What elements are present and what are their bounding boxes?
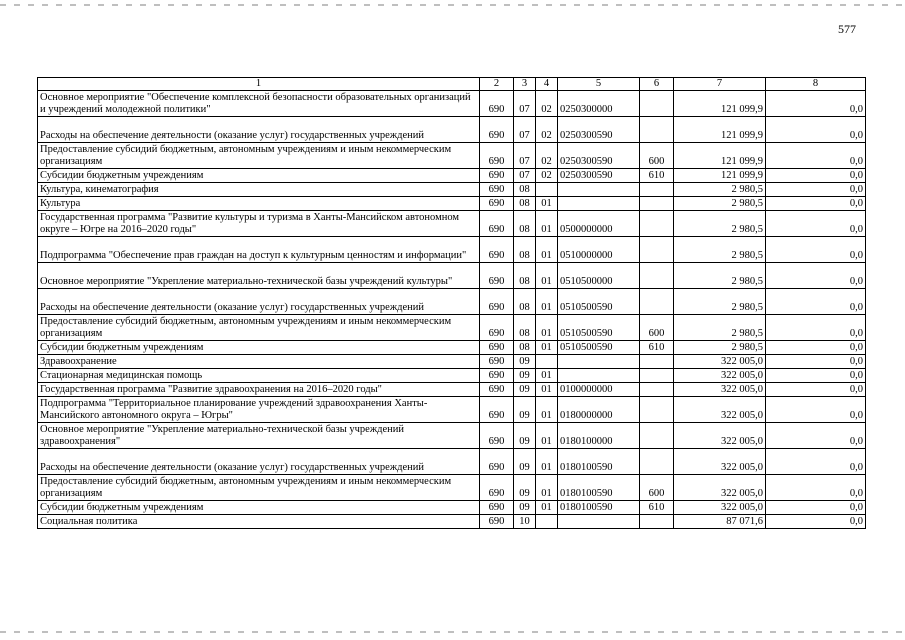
target-article-cell [558, 369, 640, 383]
amount-cell: 0,0 [766, 117, 866, 143]
expense-type-cell [640, 91, 674, 117]
subsection-cell: 01 [536, 397, 558, 423]
target-article-cell [558, 355, 640, 369]
amount-cell: 322 005,0 [674, 383, 766, 397]
table-row [38, 449, 866, 475]
code-690-cell: 690 [480, 143, 514, 169]
target-article-cell [558, 515, 640, 529]
table-row [38, 397, 866, 423]
code-690-cell: 690 [480, 341, 514, 355]
target-article-cell: 0510500000 [558, 263, 640, 289]
row-name-cell: Основное мероприятие "Укрепление материально-технической базы учреждений культуры" [38, 263, 480, 289]
amount-cell: 87 071,6 [674, 515, 766, 529]
subsection-cell: 02 [536, 169, 558, 183]
section-cell: 10 [514, 515, 536, 529]
column-header: 8 [766, 78, 866, 91]
table-header-row [38, 78, 866, 91]
amount-cell: 0,0 [766, 289, 866, 315]
section-cell: 08 [514, 197, 536, 211]
row-name-cell: Предоставление субсидий бюджетным, автономным учреждениям и иным некоммерческим организациям [38, 315, 480, 341]
amount-cell: 0,0 [766, 423, 866, 449]
row-name-cell: Предоставление субсидий бюджетным, автономным учреждениям и иным некоммерческим организациям [38, 475, 480, 501]
row-name-cell: Основное мероприятие "Укрепление материально-технической базы учреждений здравоохранения" [38, 423, 480, 449]
expense-type-cell: 600 [640, 315, 674, 341]
code-690-cell: 690 [480, 315, 514, 341]
row-name-cell: Субсидии бюджетным учреждениям [38, 169, 480, 183]
amount-cell: 0,0 [766, 515, 866, 529]
table-row [38, 383, 866, 397]
target-article-cell [558, 197, 640, 211]
table-row [38, 423, 866, 449]
amount-cell: 2 980,5 [674, 197, 766, 211]
amount-cell: 322 005,0 [674, 397, 766, 423]
amount-cell: 0,0 [766, 501, 866, 515]
amount-cell: 0,0 [766, 449, 866, 475]
table-row [38, 169, 866, 183]
table-row [38, 355, 866, 369]
target-article-cell: 0180100590 [558, 449, 640, 475]
row-name-cell: Социальная политика [38, 515, 480, 529]
amount-cell: 0,0 [766, 91, 866, 117]
subsection-cell [536, 183, 558, 197]
table-row [38, 341, 866, 355]
row-name-cell: Основное мероприятие "Обеспечение комплексной безопасности образовательных организаций и учреждений молодежной политики" [38, 91, 480, 117]
code-690-cell: 690 [480, 369, 514, 383]
row-name-cell: Субсидии бюджетным учреждениям [38, 501, 480, 515]
target-article-cell: 0180100590 [558, 475, 640, 501]
scan-edge-top [0, 4, 905, 6]
table-row [38, 143, 866, 169]
section-cell: 08 [514, 263, 536, 289]
code-690-cell: 690 [480, 355, 514, 369]
expense-type-cell: 610 [640, 501, 674, 515]
subsection-cell: 01 [536, 341, 558, 355]
amount-cell: 2 980,5 [674, 289, 766, 315]
subsection-cell: 01 [536, 383, 558, 397]
amount-cell: 2 980,5 [674, 183, 766, 197]
table-row [38, 117, 866, 143]
row-name-cell: Здравоохранение [38, 355, 480, 369]
budget-table [37, 77, 866, 529]
amount-cell: 0,0 [766, 183, 866, 197]
amount-cell: 0,0 [766, 369, 866, 383]
expense-type-cell [640, 117, 674, 143]
subsection-cell [536, 355, 558, 369]
target-article-cell: 0250300000 [558, 91, 640, 117]
section-cell: 09 [514, 355, 536, 369]
code-690-cell: 690 [480, 91, 514, 117]
expense-type-cell [640, 237, 674, 263]
row-name-cell: Культура, кинематография [38, 183, 480, 197]
subsection-cell: 02 [536, 143, 558, 169]
amount-cell: 0,0 [766, 355, 866, 369]
subsection-cell: 02 [536, 91, 558, 117]
row-name-cell: Расходы на обеспечение деятельности (оказание услуг) государственных учреждений [38, 449, 480, 475]
code-690-cell: 690 [480, 501, 514, 515]
subsection-cell: 01 [536, 211, 558, 237]
subsection-cell: 01 [536, 237, 558, 263]
amount-cell: 0,0 [766, 315, 866, 341]
target-article-cell: 0510500590 [558, 289, 640, 315]
section-cell: 09 [514, 501, 536, 515]
column-header: 7 [674, 78, 766, 91]
subsection-cell: 01 [536, 197, 558, 211]
target-article-cell: 0180000000 [558, 397, 640, 423]
code-690-cell: 690 [480, 117, 514, 143]
table-row [38, 237, 866, 263]
expense-type-cell [640, 383, 674, 397]
section-cell: 08 [514, 211, 536, 237]
expense-type-cell [640, 183, 674, 197]
code-690-cell: 690 [480, 183, 514, 197]
section-cell: 07 [514, 117, 536, 143]
target-article-cell: 0510000000 [558, 237, 640, 263]
expense-type-cell [640, 397, 674, 423]
row-name-cell: Предоставление субсидий бюджетным, автономным учреждениям и иным некоммерческим организациям [38, 143, 480, 169]
subsection-cell: 01 [536, 475, 558, 501]
subsection-cell: 01 [536, 315, 558, 341]
amount-cell: 322 005,0 [674, 501, 766, 515]
row-name-cell: Стационарная медицинская помощь [38, 369, 480, 383]
row-name-cell: Государственная программа "Развитие культуры и туризма в Ханты-Мансийском автономном округе – Югре на 2016–2020 годы" [38, 211, 480, 237]
expense-type-cell [640, 423, 674, 449]
amount-cell: 121 099,9 [674, 117, 766, 143]
table-row [38, 315, 866, 341]
amount-cell: 322 005,0 [674, 449, 766, 475]
section-cell: 09 [514, 383, 536, 397]
target-article-cell: 0510500590 [558, 315, 640, 341]
amount-cell: 121 099,9 [674, 169, 766, 183]
amount-cell: 2 980,5 [674, 237, 766, 263]
table-row [38, 183, 866, 197]
code-690-cell: 690 [480, 397, 514, 423]
subsection-cell [536, 515, 558, 529]
amount-cell: 0,0 [766, 237, 866, 263]
section-cell: 08 [514, 315, 536, 341]
expense-type-cell [640, 449, 674, 475]
subsection-cell: 01 [536, 423, 558, 449]
code-690-cell: 690 [480, 449, 514, 475]
expense-type-cell [640, 289, 674, 315]
section-cell: 07 [514, 91, 536, 117]
code-690-cell: 690 [480, 423, 514, 449]
column-header: 2 [480, 78, 514, 91]
table-row [38, 289, 866, 315]
amount-cell: 322 005,0 [674, 423, 766, 449]
section-cell: 09 [514, 369, 536, 383]
expense-type-cell: 610 [640, 169, 674, 183]
expense-type-cell [640, 263, 674, 289]
expense-type-cell: 600 [640, 143, 674, 169]
target-article-cell: 0250300590 [558, 143, 640, 169]
code-690-cell: 690 [480, 211, 514, 237]
target-article-cell: 0510500590 [558, 341, 640, 355]
subsection-cell: 02 [536, 117, 558, 143]
amount-cell: 0,0 [766, 211, 866, 237]
code-690-cell: 690 [480, 169, 514, 183]
row-name-cell: Государственная программа "Развитие здравоохранения на 2016–2020 годы" [38, 383, 480, 397]
table-row [38, 369, 866, 383]
subsection-cell: 01 [536, 369, 558, 383]
amount-cell: 322 005,0 [674, 475, 766, 501]
row-name-cell: Подпрограмма "Обеспечение прав граждан на доступ к культурным ценностям и информации" [38, 237, 480, 263]
subsection-cell: 01 [536, 263, 558, 289]
row-name-cell: Подпрограмма "Территориальное планирование учреждений здравоохранения Ханты-Мансийского автономного округа – Югры" [38, 397, 480, 423]
amount-cell: 121 099,9 [674, 143, 766, 169]
row-name-cell: Расходы на обеспечение деятельности (оказание услуг) государственных учреждений [38, 117, 480, 143]
target-article-cell: 0100000000 [558, 383, 640, 397]
table-row [38, 475, 866, 501]
amount-cell: 121 099,9 [674, 91, 766, 117]
code-690-cell: 690 [480, 475, 514, 501]
amount-cell: 0,0 [766, 341, 866, 355]
table-row [38, 515, 866, 529]
row-name-cell: Расходы на обеспечение деятельности (оказание услуг) государственных учреждений [38, 289, 480, 315]
column-header: 3 [514, 78, 536, 91]
expense-type-cell [640, 515, 674, 529]
section-cell: 07 [514, 143, 536, 169]
code-690-cell: 690 [480, 515, 514, 529]
page-number: 577 [838, 22, 856, 36]
amount-cell: 2 980,5 [674, 315, 766, 341]
section-cell: 09 [514, 397, 536, 423]
target-article-cell: 0250300590 [558, 169, 640, 183]
amount-cell: 0,0 [766, 169, 866, 183]
amount-cell: 2 980,5 [674, 263, 766, 289]
amount-cell: 0,0 [766, 397, 866, 423]
target-article-cell: 0180100000 [558, 423, 640, 449]
amount-cell: 2 980,5 [674, 341, 766, 355]
code-690-cell: 690 [480, 237, 514, 263]
amount-cell: 0,0 [766, 383, 866, 397]
target-article-cell: 0500000000 [558, 211, 640, 237]
target-article-cell: 0180100590 [558, 501, 640, 515]
code-690-cell: 690 [480, 197, 514, 211]
expense-type-cell [640, 211, 674, 237]
amount-cell: 0,0 [766, 197, 866, 211]
expense-type-cell: 600 [640, 475, 674, 501]
amount-cell: 322 005,0 [674, 355, 766, 369]
amount-cell: 322 005,0 [674, 369, 766, 383]
expense-type-cell [640, 197, 674, 211]
row-name-cell: Культура [38, 197, 480, 211]
column-header: 1 [38, 78, 480, 91]
amount-cell: 2 980,5 [674, 211, 766, 237]
expense-type-cell: 610 [640, 341, 674, 355]
expense-type-cell [640, 369, 674, 383]
section-cell: 08 [514, 237, 536, 263]
section-cell: 09 [514, 475, 536, 501]
section-cell: 08 [514, 341, 536, 355]
budget-table-body [38, 91, 866, 529]
expense-type-cell [640, 355, 674, 369]
column-header: 6 [640, 78, 674, 91]
code-690-cell: 690 [480, 263, 514, 289]
section-cell: 08 [514, 183, 536, 197]
code-690-cell: 690 [480, 289, 514, 315]
amount-cell: 0,0 [766, 143, 866, 169]
section-cell: 08 [514, 289, 536, 315]
column-header: 4 [536, 78, 558, 91]
column-header: 5 [558, 78, 640, 91]
amount-cell: 0,0 [766, 475, 866, 501]
subsection-cell: 01 [536, 289, 558, 315]
table-row [38, 263, 866, 289]
section-cell: 09 [514, 423, 536, 449]
code-690-cell: 690 [480, 383, 514, 397]
scan-edge-bottom [0, 631, 905, 633]
amount-cell: 0,0 [766, 263, 866, 289]
target-article-cell [558, 183, 640, 197]
table-row [38, 91, 866, 117]
section-cell: 09 [514, 449, 536, 475]
row-name-cell: Субсидии бюджетным учреждениям [38, 341, 480, 355]
section-cell: 07 [514, 169, 536, 183]
table-row [38, 501, 866, 515]
subsection-cell: 01 [536, 501, 558, 515]
table-row [38, 211, 866, 237]
table-row [38, 197, 866, 211]
subsection-cell: 01 [536, 449, 558, 475]
target-article-cell: 0250300590 [558, 117, 640, 143]
